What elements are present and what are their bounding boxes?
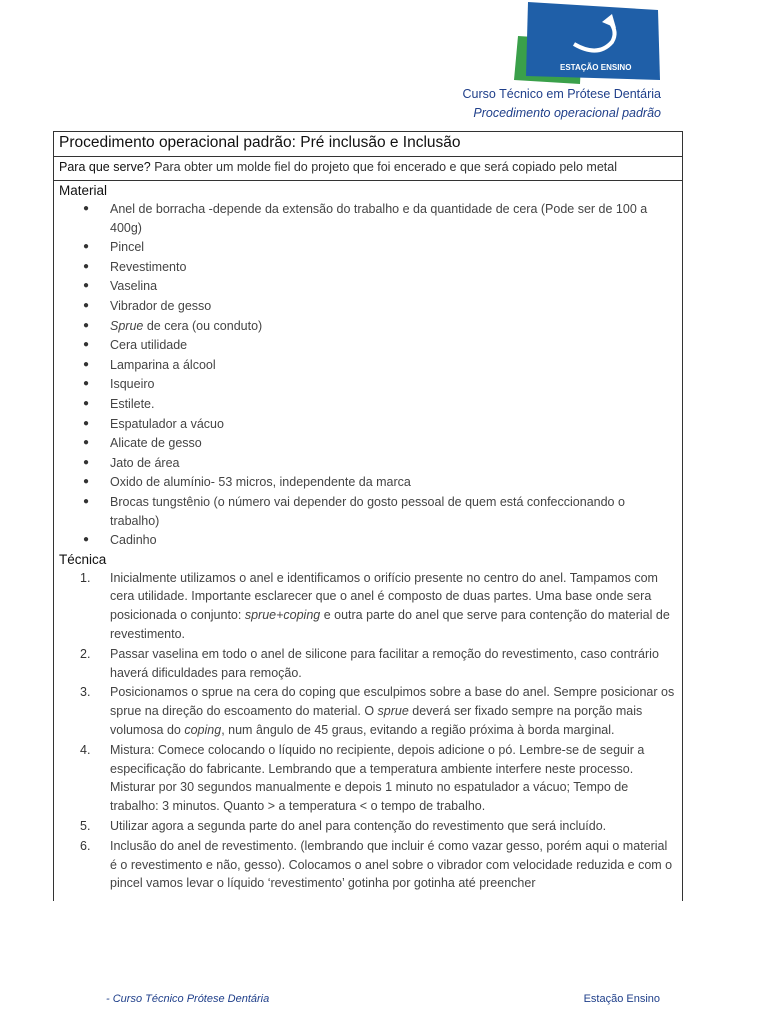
footer-right: Estação Ensino <box>583 993 660 1005</box>
material-item: ● Estilete. <box>105 395 677 414</box>
procedure-table <box>53 131 683 901</box>
bullet-icon: ● <box>83 319 90 331</box>
material-item: ● Jato de área <box>105 454 677 473</box>
bullet-icon: ● <box>83 456 90 468</box>
material-item: ● Brocas tungstênio (o número vai depender do gosto pessoal de quem está confeccionando o trabalho) <box>83 494 625 528</box>
step-number: 6. <box>80 838 91 853</box>
purpose-row <box>54 157 682 181</box>
footer-left: - Curso Técnico Prótese Dentária <box>106 993 270 1005</box>
bullet-icon: ● <box>83 241 90 253</box>
material-item: ● Cera utilidade <box>105 336 677 355</box>
bullet-icon: ● <box>83 203 90 214</box>
header-course: Curso Técnico em Prótese Dentária <box>462 87 661 101</box>
logo-text: ESTAÇÃO ENSINO <box>560 63 632 72</box>
header-subtitle: Procedimento operacional padrão <box>473 106 661 120</box>
technique-step: 3. Posicionamos o sprue na cera do coping que esculpimos sobre a base do anel. Sempre posicionar os sprue na direção do escoamento do material. O sprue deverá ser fixado sempre na porção mais volumosa do coping, num ângulo de 45 graus, evitando a região próxima à borda marginal. <box>80 685 675 738</box>
bullet-icon: ● <box>83 339 90 351</box>
material-title: Material <box>59 183 108 198</box>
material-item: ● Anel de borracha -depende da extensão do trabalho e da quantidade de cera (Pode ser de 100 a 400g) <box>83 202 648 235</box>
purpose-label: Para que serve? <box>59 160 151 174</box>
bullet-icon: ● <box>83 358 90 370</box>
material-item: ● Oxido de alumínio- 53 micros, independente da marca <box>105 473 677 492</box>
material-item: ● Vibrador de gesso <box>105 297 677 316</box>
bullet-icon: ● <box>83 280 90 292</box>
technique-step: 2. Passar vaselina em todo o anel de silicone para facilitar a remoção do revestimento, caso contrário haverá dificuldades para remoção. <box>80 646 659 680</box>
step-number: 4. <box>80 742 91 757</box>
technique-step: 1. Inicialmente utilizamos o anel e identificamos o orifício presente no centro do anel. Tampamos com cera utilidade. Importante esclarecer que o anel é composto de duas partes. Uma base onde sera posicionada o conjunto: sprue+coping e outra parte do anel que serve para contenção do material de revestimento. <box>80 570 670 642</box>
bullet-icon: ● <box>83 476 90 488</box>
procedure-title: Procedimento operacional padrão: Pré inclusão e Inclusão <box>54 132 682 157</box>
bullet-icon: ● <box>83 260 90 272</box>
bullet-icon: ● <box>83 495 90 507</box>
step-number: 1. <box>80 570 91 585</box>
purpose-text: Para obter um molde fiel do projeto que foi encerado e que será copiado pelo metal <box>150 160 618 174</box>
material-item: ● Isqueiro <box>105 375 677 394</box>
material-list <box>59 200 677 550</box>
step-number: 2. <box>80 646 91 661</box>
step-number: 3. <box>80 685 91 700</box>
bullet-icon: ● <box>83 534 90 546</box>
technique-step: 4. Mistura: Comece colocando o líquido no recipiente, depois adicione o pó. Lembre-se de seguir a especificação do fabricante. Lembrando que a temperatura ambiente interfere neste processo. Misturar por 30 segundos manualmente e depois 1 minuto no espatulador a vácuo; Tempo de trabalho: 3 minutos. Quanto > a temperatura < o tempo de trabalho. <box>80 742 645 814</box>
bullet-icon: ● <box>83 417 90 429</box>
technique-list <box>59 569 677 894</box>
material-item: ● Lamparina a álcool <box>105 356 677 375</box>
material-section <box>54 182 682 893</box>
technique-step: 5. Utilizar agora a segunda parte do anel para contenção do revestimento que será incluído. <box>105 817 677 836</box>
material-item: ● Pincel <box>105 238 677 257</box>
bullet-icon: ● <box>83 397 90 409</box>
material-item: ● Revestimento <box>105 258 677 277</box>
material-item: ● Espatulador a vácuo <box>105 415 677 434</box>
material-item: ● Sprue de cera (ou conduto) <box>105 317 677 336</box>
technique-title: Técnica <box>59 551 107 567</box>
bullet-icon: ● <box>83 299 90 311</box>
technique-step: 6. Inclusão do anel de revestimento. (lembrando que incluir é como vazar gesso, porém aqui o material é o revestimento e não, gesso). Colocamos o anel sobre o vibrador com velocidade reduzida e com o pincel vamos levar o líquido ‘revestimento’ gotinha por gotinha até preencher <box>80 838 673 891</box>
bullet-icon: ● <box>83 437 90 449</box>
material-item: ● Alicate de gesso <box>105 434 677 453</box>
material-item: ● Vaselina <box>105 277 677 296</box>
step-number: 5. <box>80 819 91 834</box>
estacao-ensino-logo <box>512 0 662 84</box>
bullet-icon: ● <box>83 378 90 390</box>
material-item: ● Cadinho <box>105 531 677 550</box>
